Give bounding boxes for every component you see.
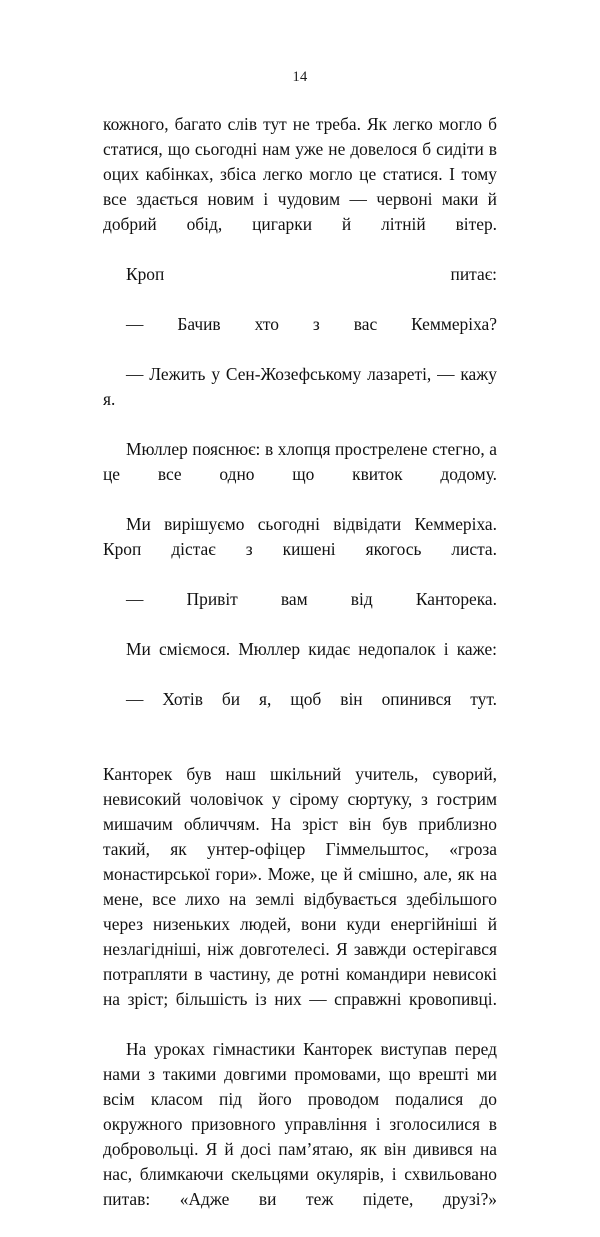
dialogue-line: — Привіт вам від Канторека. [126, 589, 497, 609]
dialogue-line: — Хотів би я, щоб він опинився тут. [126, 689, 497, 709]
page-number: 14 [292, 69, 308, 85]
page-text-block [103, 112, 497, 1237]
dialogue-line: — Лежить у Сен-Жозефському лазареті, — кажу я. [103, 364, 497, 409]
dialogue-line: — Бачив хто з вас Кеммеріха? [126, 314, 497, 334]
paragraph-continuation: кожного, багато слів тут не треба. Як легко могло б статися, що сьогодні нам уже не довелося б сидіти в оцих кабінках, збіса легко могло це статися. І тому все здається новим і чудовим — червоні маки й добрий обід, цигарки й літній вітер. [103, 114, 497, 234]
paragraph-kantorek-description: Канторек був наш шкільний учитель, суворий, невисокий чоловічок у сірому сюртуку, з гострим мишачим обличчям. На зріст він був приблизно такий, як унтер-офіцер Гіммельштос, «гроза монастирської гори». Може, це й смішно, але, як на мене, все лихо на землі відбувається здебільшого через низеньких людей, вони куди енергійніші й незлагідніші, ніж довготелесі. Я завжди остерігався потрапляти в частину, де ротні командири невисокі на зріст; більшість із них — справжні кровопивці. [103, 764, 497, 1009]
dialogue-lead-in: Кроп питає: [126, 264, 497, 284]
narration-line: Ми сміємося. Мюллер кидає недопалок і каже: [126, 639, 497, 659]
paragraph-gymnastics-lessons: На уроках гімнастики Канторек виступав перед нами з такими довгими промовами, що врешті ми всім класом під його проводом подалися до окружного призовного управління і зголосилися в добровольці. Я й досі пам’ятаю, як він дивився на нас, блимкаючи скельцями окулярів, і схвильовано питав: «Адже ви теж підете, друзі?» [103, 1039, 497, 1209]
narration-line: Ми вирішуємо сьогодні відвідати Кеммеріха. Кроп дістає з кишені якогось листа. [103, 514, 497, 559]
narration-line: Мюллер пояснює: в хлопця прострелене стегно, а це все одно що квиток додому. [103, 439, 497, 484]
paragraph-spacer [103, 737, 497, 762]
